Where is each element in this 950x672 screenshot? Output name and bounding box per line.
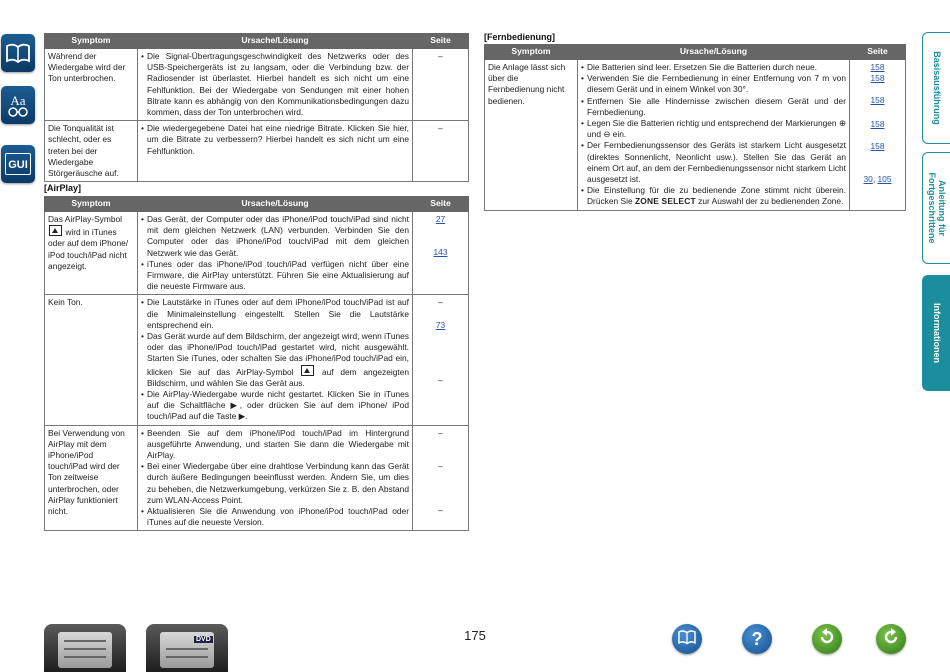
tab-fortgeschrittene[interactable] <box>922 152 950 264</box>
book-icon <box>5 42 31 64</box>
forward-icon <box>882 628 900 651</box>
front-panel-icon <box>58 632 112 668</box>
back-button[interactable] <box>812 624 842 654</box>
front-panel-button[interactable] <box>44 624 126 672</box>
table-row <box>45 49 469 121</box>
display-icon: DVD <box>160 632 214 668</box>
airplay-section-title: [AirPlay] <box>44 183 82 193</box>
header-ursache: Ursache/Lösung <box>138 34 413 49</box>
airplay-icon <box>49 225 62 236</box>
plus-mark-icon: ⊕ <box>838 118 846 129</box>
tab-basisausfuehrung[interactable] <box>922 32 950 144</box>
solution-cell: • Die wiedergegebene Datei hat eine niedrige Bitrate. Klicken Sie hier, um die Bitrate zu verbessern? Hierbei handelt es sich nicht um eine Fehlfunktion. <box>138 121 413 182</box>
solution-cell: • Das Gerät, der Computer oder das iPhone/iPod touch/iPad sind nicht mit dem gleichen Netzwerk (LAN) verbunden. Verbinden Sie den Computer oder das iPhone/iPod touch/iPad mit dem gleichen Netzwerk wie das Gerät. • iTunes oder das iPhone/iPod touch/iPad verfügen nicht über eine Firmware, die AirPlay unterstützt. Führen Sie eine Aktualisierung auf die neueste Firmware aus. <box>138 212 413 295</box>
play-icon: ▶ <box>238 411 246 422</box>
page-cell: – – – <box>413 425 469 531</box>
page-link[interactable]: 73 <box>435 319 446 330</box>
header-ursache: Ursache/Lösung <box>138 197 413 212</box>
page-link[interactable]: 158 <box>870 73 885 84</box>
page-number: 175 <box>464 628 486 643</box>
table-row <box>45 425 469 531</box>
page-link[interactable]: 143 <box>433 247 448 258</box>
symptom-cell: Die Tonqualität ist schlecht, oder es treten bei der Wiedergabe Störgeräusche auf. <box>45 121 138 182</box>
contents-round-button[interactable] <box>672 624 702 654</box>
header-seite: Seite <box>413 197 469 212</box>
page-link[interactable]: 158 <box>870 62 885 72</box>
help-button[interactable] <box>742 624 772 654</box>
page-cell: – <box>413 49 469 121</box>
page-cell <box>413 212 469 295</box>
solution-cell: • Die Lautstärke in iTunes oder auf dem iPhone/iPod touch/iPad ist auf die Minimaleinstellung eingestellt. Stellen Sie die Lautstärke entsprechend ein. • Das Gerät wurde auf dem Bildschirm, der angezeigt wird, wenn iTunes oder das iPhone/iPod touch/iPad gestartet wird, nicht ausgewählt. Starten Sie iTunes, oder schalten Sie das iPhone/iPod touch/iPad ein, klicken Sie auf das AirPlay-Symbol auf dem angezeigten Bildschirm, und wählen Sie das Gerät aus. • Die AirPlay-Wiedergabe wurde nicht gestartet. Klicken Sie in iTunes auf die Schaltfläche ▶, oder drücken Sie auf dem iPhone/ iPod touch/iPad auf die Taste ▶. <box>138 295 413 425</box>
forward-button[interactable] <box>876 624 906 654</box>
header-symptom: Symptom <box>45 34 138 49</box>
tab-label: Basisausführung <box>931 51 942 125</box>
help-icon: ? <box>751 628 763 649</box>
gui-button[interactable] <box>1 145 35 183</box>
table-row <box>485 60 906 211</box>
header-symptom: Symptom <box>485 45 578 60</box>
remote-section-title: [Fernbedienung] <box>484 32 555 42</box>
header-symptom: Symptom <box>45 197 138 212</box>
tab-label: Informationen <box>931 303 942 363</box>
tab-informationen[interactable] <box>922 275 950 391</box>
header-ursache: Ursache/Lösung <box>578 45 850 60</box>
remote-troubleshooting-table <box>484 44 906 211</box>
symptom-cell: Das AirPlay-Symbol wird in iTunes oder auf dem iPhone/ iPod touch/iPad nicht angezeigt. <box>45 212 138 295</box>
table-row <box>45 121 469 182</box>
solution-cell: • Die Batterien sind leer. Ersetzen Sie die Batterien durch neue. • Verwenden Sie die Fernbedienung in einer Entfernung von 7 m von diesem Gerät und in einem Winkel von 30°. • Entfernen Sie alle Hindernisse zwischen diesem Gerät und der Fernbedienung. • Legen Sie die Batterien richtig und entsprechend der Markierungen ⊕ und ⊖ ein. • Der Fernbedienungssensor des Geräts ist starkem Licht ausgesetzt (direktes Sonnenlicht, Neonlicht usw.). Stellen Sie das Gerät an einem Ort auf, an dem der Fernbedienungssensor nicht starkem Licht ausgesetzt ist. • Die Einstellung für die zu bedienende Zone stimmt nicht überein. Drücken Sie ZONE SELECT zur Auswahl der zu bedienenden Zone. <box>578 60 850 211</box>
minus-mark-icon: ⊖ <box>603 129 611 140</box>
zone-select-key: ZONE SELECT <box>634 196 696 207</box>
page-link[interactable]: 158 <box>870 118 885 129</box>
symptom-cell: Die Anlage lässt sich über die Fernbedienung nicht bedienen. <box>485 60 578 211</box>
network-troubleshooting-table <box>44 33 469 182</box>
display-button[interactable] <box>146 624 228 672</box>
gui-icon: GUI <box>5 153 31 175</box>
back-icon <box>818 628 836 651</box>
header-seite: Seite <box>413 34 469 49</box>
table-row <box>45 295 469 425</box>
page-cell: – <box>413 121 469 182</box>
contents-button[interactable] <box>1 34 35 72</box>
page-link[interactable]: 27 <box>435 214 446 224</box>
page-link[interactable]: 158 <box>870 95 885 106</box>
page-cell: 158 158 158 158 158 30, 105 <box>850 60 906 211</box>
symptom-cell: Kein Ton. <box>45 295 138 425</box>
airplay-troubleshooting-table <box>44 196 469 531</box>
page-link[interactable]: 30 <box>863 174 873 185</box>
font-glasses-icon: Aa <box>7 94 29 117</box>
page-link[interactable]: 105 <box>877 174 892 185</box>
symptom-cell: Während der Wiedergabe wird der Ton unterbrochen. <box>45 49 138 121</box>
page-link[interactable]: 158 <box>870 140 885 151</box>
airplay-icon <box>301 365 314 376</box>
symptom-cell: Bei Verwendung von AirPlay mit dem iPhone/iPod touch/iPad wird der Ton zeitweise unterbrochen, oder AirPlay funktioniert nicht. <box>45 425 138 531</box>
index-button[interactable] <box>1 86 35 124</box>
header-seite: Seite <box>850 45 906 60</box>
solution-cell: • Beenden Sie auf dem iPhone/iPod touch/iPad im Hintergrund ausgeführte Anwendung, und starten Sie dann die Wiedergabe mit AirPlay. • Bei einer Wiedergabe über eine drahtlose Verbindung kann das Gerät durch äußere Bedingungen beeinflusst werden. Ändern Sie, um dies zu beheben, die Netzwerkumgebung, verkürzen Sie z. B. den Abstand zum WLAN-Access Point. • Aktualisieren Sie die Anwendung von iPhone/iPod touch/iPad oder iTunes auf die neueste Version. <box>138 425 413 531</box>
book-icon <box>677 629 697 650</box>
solution-cell: • Die Signal-Übertragungsgeschwindigkeit des Netzwerks oder des USB-Speichergeräts ist zu langsam, oder die Verbindung bzw. der Radiosender ist überlastet. Hierbei handelt es sich nicht um eine Fehlfunktion. Bei der Wiedergabe von Sendungen mit einer hohen Bitrate kann es abhängig von den Kommunikationsbedingungen dazu kommen, dass der Ton unterbrochen wird. <box>138 49 413 121</box>
tab-label: Anleitung für Fortgeschrittene <box>926 172 947 244</box>
page-cell: – 73 – <box>413 295 469 425</box>
play-icon: ▶ <box>230 400 240 411</box>
table-row <box>45 212 469 295</box>
